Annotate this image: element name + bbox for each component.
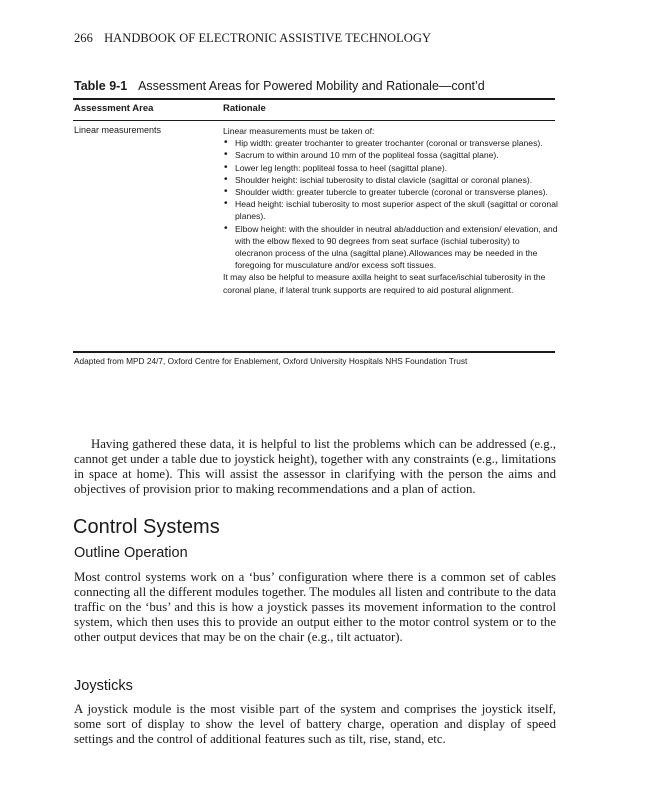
rationale-closing: It may also be helpful to measure axilla height to seat surface/ischial tuberosity in the coronal plane, if lateral trunk supports are required to aid postural alignment. [223, 272, 546, 295]
table-number: Table 9-1 [74, 79, 128, 93]
book-title: HANDBOOK OF ELECTRONIC ASSISTIVE TECHNOLOGY [104, 31, 432, 45]
list-item: • Shoulder height: ischial tuberosity to distal clavicle (sagittal or coronal planes). [235, 174, 558, 186]
table-caption [74, 79, 485, 93]
section-heading: Control Systems [73, 516, 220, 538]
list-item: • Head height: ischial tuberosity to most superior aspect of the skull (sagittal or coronal planes). [235, 198, 558, 222]
list-item: • Elbow height: with the shoulder in neutral ab/adduction and extension/ elevation, and with the elbow flexed to 90 degrees from seat surface (ischial tuberosity) to olecranon process of the ulna (sagittal plane).Allowances may be needed in the foregoing for musculature and/or excess soft tissues. [235, 223, 558, 272]
body-paragraph: Having gathered these data, it is helpful to list the problems which can be addressed (e.g., cannot get under a table due to joystick height), together with any constraints (e.g., limitations in space at home). This will assist the assessor in clarifying with the person the aims and objectives of provision prior to making recommendations and a plan of action. [74, 437, 556, 497]
table-cell-assessment-area: Linear measurements [74, 125, 162, 135]
list-item: • Shoulder width: greater tubercle to greater tubercle (coronal or transverse planes). [235, 186, 558, 198]
table-header-rule [73, 120, 555, 121]
table-top-rule [73, 98, 555, 100]
rationale-bullet-list [223, 137, 558, 271]
body-paragraph: A joystick module is the most visible part of the system and comprises the joystick itself, some sort of display to show the level of battery charge, operation and display of speed settings and the control of additional features such as tilt, rise, stand, etc. [74, 702, 556, 747]
list-item: • Lower leg length: popliteal fossa to heel (sagittal plane). [235, 162, 558, 174]
running-head [74, 31, 431, 46]
table-source-note: Adapted from MPD 24/7, Oxford Centre for Enablement, Oxford University Hospitals NHS Foundation Trust [74, 356, 468, 366]
page-number: 266 [74, 31, 93, 45]
list-item: • Sacrum to within around 10 mm of the popliteal fossa (sagittal plane). [235, 149, 558, 161]
rationale-intro: Linear measurements must be taken of: [223, 126, 375, 136]
table-cell-rationale [223, 125, 558, 296]
subsection-heading-outline-operation: Outline Operation [74, 545, 188, 561]
table-bottom-rule [73, 351, 555, 353]
column-header-rationale: Rationale [223, 103, 266, 114]
table-title: Assessment Areas for Powered Mobility and Rationale—cont’d [138, 79, 485, 93]
body-paragraph: Most control systems work on a ‘bus’ configuration where there is a common set of cables connecting all the different modules together. The modules all listen and contribute to the data traffic on the ‘bus’ and this is how a joystick passes its movement information to the control system, which then uses this to provide an output either to the motor control system or to the other output devices that may be on the chair (e.g., tilt actuator). [74, 570, 556, 645]
subsection-heading-joysticks: Joysticks [74, 678, 133, 694]
list-item: • Hip width: greater trochanter to greater trochanter (coronal or transverse planes). [235, 137, 558, 149]
column-header-assessment-area: Assessment Area [74, 103, 154, 114]
